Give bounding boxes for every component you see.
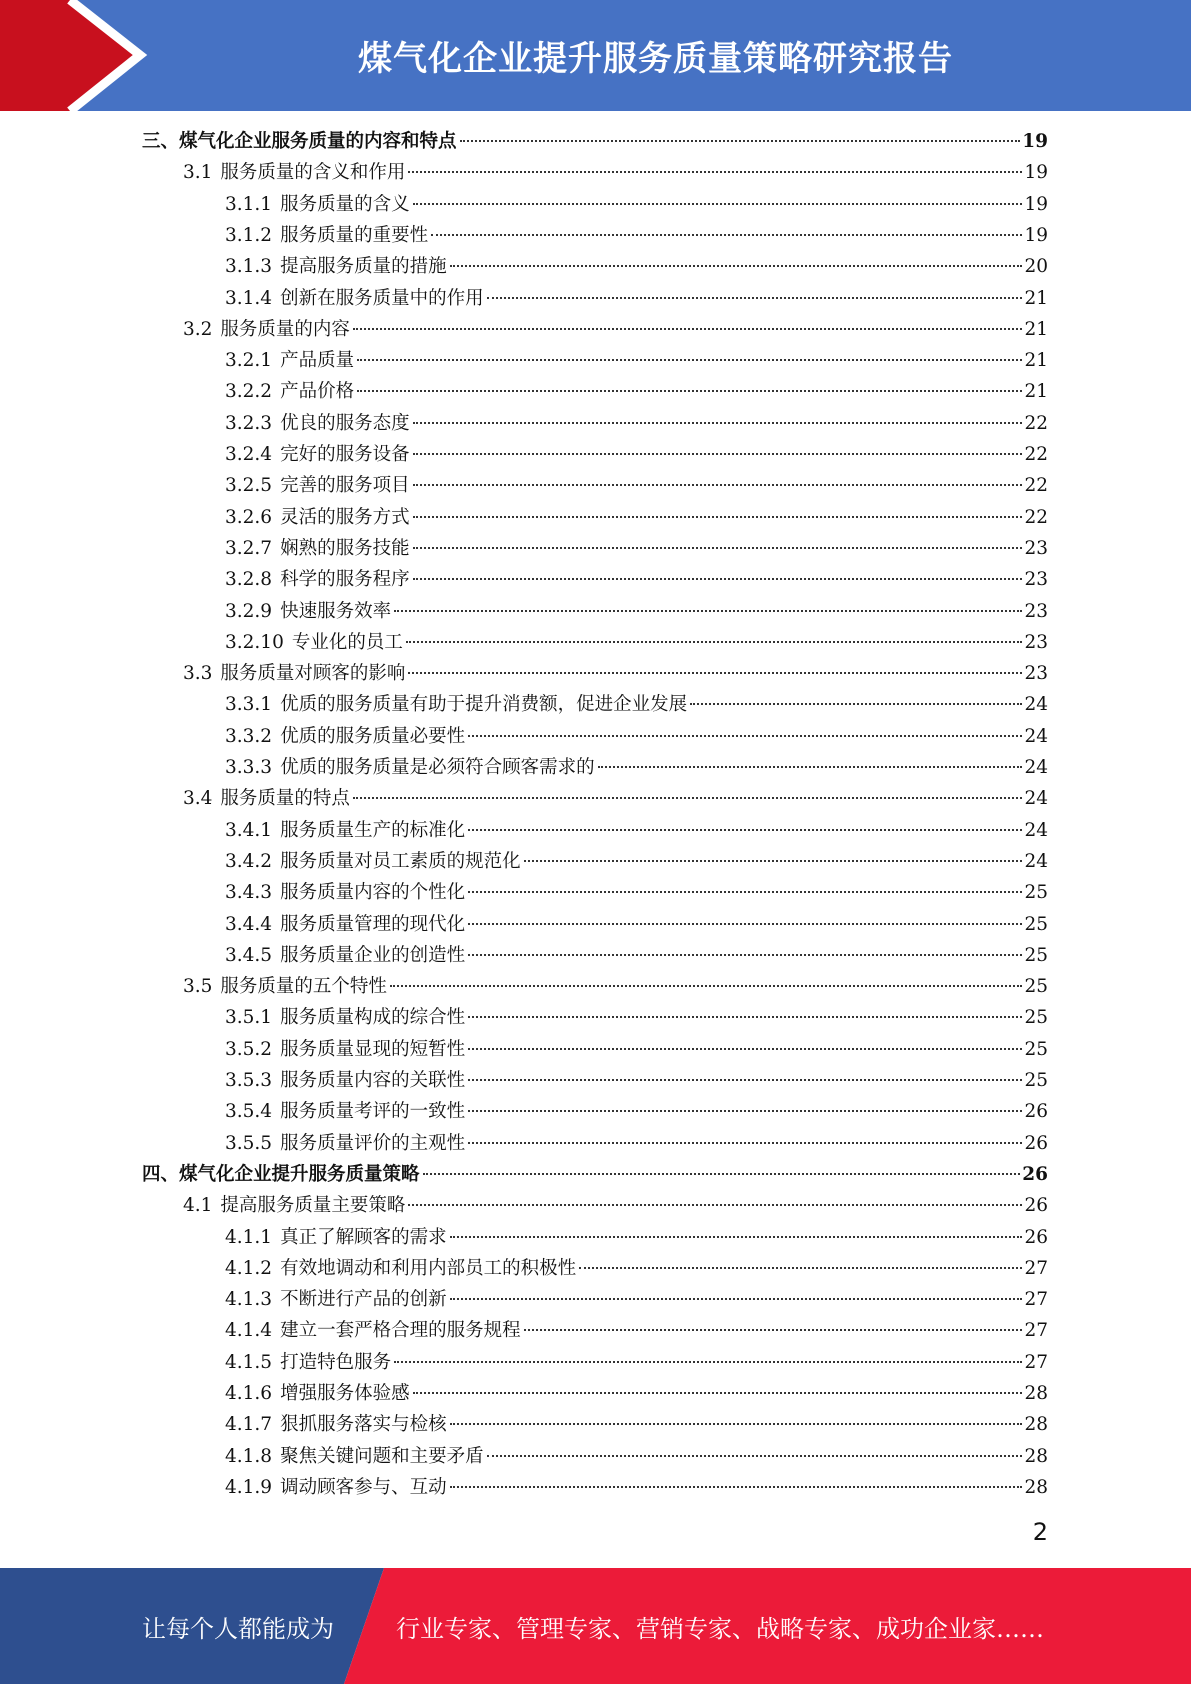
toc-entry[interactable] bbox=[225, 502, 1048, 533]
toc-entry-title bbox=[225, 815, 467, 846]
toc-entry-label: 服务质量评价的主观性 bbox=[280, 1132, 466, 1154]
toc-entry[interactable] bbox=[225, 564, 1048, 595]
toc-entry-title bbox=[142, 1159, 422, 1190]
toc-entry-number: 4.1 bbox=[183, 1195, 213, 1217]
toc-entry-page: 25 bbox=[1024, 882, 1048, 904]
toc-entry-number: 3.5 bbox=[183, 976, 213, 998]
toc-entry-label: 服务质量生产的标准化 bbox=[280, 819, 466, 841]
toc-dot-leader bbox=[357, 359, 1022, 361]
toc-entry-page: 25 bbox=[1024, 944, 1048, 966]
toc-dot-leader bbox=[579, 1267, 1022, 1269]
toc-entry-number: 3.5.1 bbox=[225, 1007, 273, 1029]
toc-entry-label: 服务质量的特点 bbox=[220, 788, 350, 810]
toc-dot-leader bbox=[394, 1361, 1022, 1363]
toc-entry[interactable] bbox=[225, 1096, 1048, 1127]
toc-entry-label: 完好的服务设备 bbox=[280, 444, 410, 465]
toc-entry-title bbox=[225, 470, 412, 501]
toc-entry-number: 3.4.5 bbox=[225, 944, 273, 966]
toc-entry[interactable] bbox=[225, 220, 1048, 251]
toc-entry-title bbox=[225, 345, 356, 376]
toc-entry[interactable] bbox=[225, 439, 1048, 470]
toc-entry-page: 21 bbox=[1024, 350, 1048, 372]
toc-entry-number: 3.2.10 bbox=[225, 631, 284, 653]
toc-entry-title bbox=[225, 689, 689, 720]
toc-dot-leader bbox=[353, 797, 1023, 799]
toc-entry-label: 产品质量 bbox=[280, 350, 355, 372]
toc-entry-label: 三、煤气化企业服务质量的内容和特点 bbox=[142, 131, 457, 152]
toc-entry-page: 22 bbox=[1024, 475, 1048, 497]
toc-entry-title bbox=[225, 1347, 393, 1378]
toc-entry-title bbox=[225, 564, 412, 595]
toc-entry-title bbox=[225, 220, 430, 251]
toc-dot-leader bbox=[413, 203, 1023, 205]
toc-dot-leader bbox=[468, 891, 1022, 893]
toc-entry-title bbox=[225, 940, 467, 971]
toc-entry-label: 快速服务效率 bbox=[280, 600, 392, 622]
toc-entry-label: 灵活的服务方式 bbox=[280, 506, 410, 528]
toc-entry-label: 服务质量对员工素质的规范化 bbox=[280, 850, 521, 872]
toc-entry-page: 26 bbox=[1024, 1101, 1048, 1123]
toc-entry-label: 调动顾客参与、互动 bbox=[280, 1476, 447, 1498]
toc-entry-number: 3.3 bbox=[183, 663, 213, 685]
toc-entry-title bbox=[225, 502, 412, 533]
toc-entry-label: 服务质量的含义 bbox=[280, 193, 410, 215]
toc-dot-leader bbox=[413, 453, 1023, 455]
toc-entry-number: 4.1.5 bbox=[225, 1351, 273, 1373]
toc-entry-label: 真正了解顾客的需求 bbox=[280, 1226, 447, 1248]
toc-entry-title bbox=[142, 126, 459, 157]
toc-entry-page: 24 bbox=[1024, 819, 1048, 841]
toc-entry-label: 打造特色服务 bbox=[280, 1351, 392, 1373]
toc-entry-number: 4.1.3 bbox=[225, 1289, 273, 1311]
toc-dot-leader bbox=[390, 985, 1023, 987]
toc-dot-leader bbox=[353, 328, 1023, 330]
toc-entry-title bbox=[225, 439, 412, 470]
toc-entry[interactable] bbox=[225, 909, 1048, 940]
toc-entry-title bbox=[225, 909, 467, 940]
toc-dot-leader bbox=[460, 140, 1021, 142]
toc-entry-number: 3.5.5 bbox=[225, 1132, 273, 1154]
toc-entry[interactable] bbox=[225, 408, 1048, 439]
toc-entry[interactable] bbox=[225, 627, 1048, 658]
toc-entry-page: 26 bbox=[1024, 1195, 1048, 1217]
toc-entry[interactable] bbox=[225, 721, 1048, 752]
toc-entry-number: 3.1 bbox=[183, 162, 213, 184]
toc-entry[interactable] bbox=[183, 783, 1048, 814]
toc-entry-label: 有效地调动和利用内部员工的积极性 bbox=[280, 1257, 577, 1279]
toc-dot-leader bbox=[450, 265, 1023, 267]
toc-entry-title bbox=[183, 783, 352, 814]
toc-entry-number: 3.5.3 bbox=[225, 1070, 273, 1091]
toc-entry-number: 3.3.1 bbox=[225, 694, 273, 716]
footer-banner bbox=[0, 1568, 1191, 1684]
toc-entry[interactable] bbox=[225, 533, 1048, 564]
toc-entry[interactable] bbox=[225, 846, 1048, 877]
toc-entry-page: 19 bbox=[1024, 193, 1048, 215]
toc-entry-label: 科学的服务程序 bbox=[280, 569, 410, 591]
toc-entry-page: 25 bbox=[1024, 1038, 1048, 1060]
toc-entry[interactable] bbox=[142, 1159, 1048, 1190]
toc-entry-label: 服务质量构成的综合性 bbox=[280, 1007, 466, 1029]
toc-entry[interactable] bbox=[225, 1002, 1048, 1033]
toc-entry-number: 4.1.1 bbox=[225, 1226, 273, 1248]
toc-entry[interactable] bbox=[183, 314, 1048, 345]
toc-entry-page: 19 bbox=[1024, 162, 1048, 184]
toc-entry-label: 服务质量企业的创造性 bbox=[280, 944, 466, 966]
toc-entry-number: 3.3.3 bbox=[225, 757, 273, 778]
toc-entry-number: 3.5.4 bbox=[225, 1101, 273, 1123]
toc-entry-label: 建立一套严格合理的服务规程 bbox=[280, 1320, 521, 1342]
toc-entry-page: 21 bbox=[1024, 318, 1048, 340]
toc-entry-page: 24 bbox=[1024, 694, 1048, 716]
toc-entry-number: 3.2.7 bbox=[225, 537, 273, 559]
toc-entry-page: 28 bbox=[1024, 1476, 1048, 1498]
toc-dot-leader bbox=[450, 1423, 1023, 1425]
toc-entry[interactable] bbox=[225, 345, 1048, 376]
toc-dot-leader bbox=[413, 484, 1023, 486]
toc-entry-page: 23 bbox=[1024, 663, 1048, 685]
toc-entry-page: 26 bbox=[1024, 1132, 1048, 1154]
toc-entry-title bbox=[225, 1222, 449, 1253]
toc-entry-page: 24 bbox=[1024, 788, 1048, 810]
toc-entry-title bbox=[225, 721, 467, 752]
toc-entry-title bbox=[225, 189, 412, 220]
document-title: 煤气化企业提升服务质量策略研究报告 bbox=[358, 39, 953, 79]
toc-entry-title bbox=[225, 533, 412, 564]
toc-entry-label: 四、煤气化企业提升服务质量策略 bbox=[142, 1163, 420, 1185]
header-banner bbox=[0, 0, 1191, 111]
toc-entry[interactable] bbox=[225, 251, 1048, 282]
toc-entry-label: 服务质量内容的个性化 bbox=[280, 882, 466, 904]
toc-entry-title bbox=[225, 376, 356, 407]
toc-dot-leader bbox=[524, 1329, 1023, 1331]
toc-entry-number: 3.4.2 bbox=[225, 850, 273, 872]
toc-entry-page: 23 bbox=[1024, 537, 1048, 559]
toc-entry[interactable] bbox=[225, 1409, 1048, 1440]
toc-entry-title bbox=[225, 1378, 412, 1409]
toc-entry-page: 28 bbox=[1024, 1414, 1048, 1436]
toc-entry-number: 3.2.8 bbox=[225, 569, 273, 591]
toc-entry-page: 27 bbox=[1024, 1257, 1048, 1279]
toc-entry[interactable] bbox=[225, 1284, 1048, 1315]
toc-dot-leader bbox=[413, 547, 1023, 549]
toc-entry-number: 3.3.2 bbox=[225, 725, 273, 747]
toc-entry-label: 不断进行产品的创新 bbox=[280, 1289, 447, 1311]
page-number: 2 bbox=[1032, 1518, 1048, 1546]
toc-entry[interactable] bbox=[183, 658, 1048, 689]
toc-entry[interactable] bbox=[225, 877, 1048, 908]
toc-entry[interactable] bbox=[225, 940, 1048, 971]
toc-entry-title bbox=[225, 283, 486, 314]
toc-entry-number: 4.1.9 bbox=[225, 1476, 273, 1498]
toc-entry-page: 22 bbox=[1024, 506, 1048, 528]
toc-entry-label: 提高服务质量主要策略 bbox=[220, 1195, 406, 1217]
toc-entry-page: 24 bbox=[1024, 757, 1048, 778]
toc-entry-page: 21 bbox=[1024, 287, 1048, 309]
toc-dot-leader bbox=[408, 171, 1022, 173]
chevron-decoration bbox=[0, 0, 160, 111]
toc-entry-page: 27 bbox=[1024, 1289, 1048, 1311]
toc-entry[interactable] bbox=[225, 283, 1048, 314]
toc-entry-label: 提高服务质量的措施 bbox=[280, 256, 447, 278]
toc-entry-title bbox=[183, 1190, 407, 1221]
toc-entry-title bbox=[225, 1441, 486, 1472]
toc-entry[interactable] bbox=[225, 1472, 1048, 1503]
toc-entry-number: 3.2 bbox=[183, 318, 213, 340]
toc-entry-title bbox=[183, 157, 407, 188]
toc-dot-leader bbox=[408, 1204, 1022, 1206]
toc-entry-title bbox=[225, 1034, 467, 1065]
toc-entry-label: 完善的服务项目 bbox=[280, 475, 410, 497]
toc-entry-number: 4.1.2 bbox=[225, 1257, 273, 1279]
toc-entry-label: 聚焦关键问题和主要矛盾 bbox=[280, 1445, 484, 1467]
toc-entry-page: 21 bbox=[1024, 381, 1048, 403]
toc-entry-page: 26 bbox=[1024, 1226, 1048, 1248]
toc-entry-label: 狠抓服务落实与检核 bbox=[280, 1414, 447, 1436]
toc-entry-page: 27 bbox=[1024, 1320, 1048, 1342]
toc-entry[interactable] bbox=[225, 1222, 1048, 1253]
toc-entry-title bbox=[225, 752, 597, 783]
toc-dot-leader bbox=[423, 1173, 1021, 1175]
toc-dot-leader bbox=[450, 1486, 1023, 1488]
toc-entry-label: 优良的服务态度 bbox=[280, 412, 410, 434]
toc-entry-number: 3.4.3 bbox=[225, 882, 273, 904]
toc-entry-number: 3.1.3 bbox=[225, 256, 273, 278]
toc-entry-title bbox=[225, 1472, 449, 1503]
toc-entry-label: 优质的服务质量必要性 bbox=[280, 725, 466, 747]
toc-entry-page: 22 bbox=[1024, 412, 1048, 434]
toc-entry-title bbox=[225, 1253, 578, 1284]
toc-dot-leader bbox=[598, 766, 1023, 768]
toc-entry-title bbox=[225, 1315, 523, 1346]
toc-entry-page: 25 bbox=[1024, 913, 1048, 935]
toc-entry-label: 服务质量考评的一致性 bbox=[280, 1101, 466, 1123]
toc-entry-label: 优质的服务质量有助于提升消费额，促进企业发展 bbox=[280, 694, 688, 716]
toc-entry-number: 4.1.8 bbox=[225, 1445, 273, 1467]
toc-entry-number: 3.1.2 bbox=[225, 224, 273, 246]
toc-entry[interactable] bbox=[225, 1315, 1048, 1346]
toc-entry-number: 3.2.6 bbox=[225, 506, 273, 528]
toc-dot-leader bbox=[468, 1079, 1022, 1081]
red-chevron bbox=[0, 0, 140, 111]
toc-entry-number: 3.2.3 bbox=[225, 412, 273, 434]
toc-entry-title bbox=[225, 1065, 467, 1096]
toc-dot-leader bbox=[468, 1110, 1022, 1112]
toc-entry-page: 28 bbox=[1024, 1445, 1048, 1467]
toc-dot-leader bbox=[413, 578, 1023, 580]
toc-dot-leader bbox=[413, 516, 1023, 518]
toc-entry-label: 专业化的员工 bbox=[291, 631, 403, 653]
toc-dot-leader bbox=[406, 641, 1023, 643]
toc-entry[interactable] bbox=[142, 126, 1048, 157]
toc-entry-title bbox=[225, 408, 412, 439]
toc-entry[interactable] bbox=[225, 1128, 1048, 1159]
toc-entry-title bbox=[225, 1284, 449, 1315]
toc-entry-label: 服务质量对顾客的影响 bbox=[220, 663, 406, 685]
toc-dot-leader bbox=[468, 829, 1022, 831]
toc-entry-label: 娴熟的服务技能 bbox=[280, 537, 410, 559]
toc-dot-leader bbox=[394, 610, 1022, 612]
toc-dot-leader bbox=[468, 923, 1022, 925]
toc-entry-number: 3.5.2 bbox=[225, 1038, 273, 1060]
toc-entry-title bbox=[225, 1002, 467, 1033]
toc-entry-label: 服务质量的重要性 bbox=[280, 224, 429, 246]
toc-entry-number: 3.4.1 bbox=[225, 819, 273, 841]
toc-entry-title bbox=[183, 971, 389, 1002]
toc-entry-page: 24 bbox=[1024, 850, 1048, 872]
toc-entry-page: 20 bbox=[1024, 256, 1048, 278]
toc-entry-title bbox=[225, 846, 523, 877]
toc-entry[interactable] bbox=[225, 1034, 1048, 1065]
toc-entry[interactable] bbox=[225, 1378, 1048, 1409]
toc-dot-leader bbox=[468, 1142, 1022, 1144]
toc-entry-label: 服务质量管理的现代化 bbox=[280, 913, 466, 935]
toc-entry-page: 23 bbox=[1024, 600, 1048, 622]
toc-entry-label: 服务质量显现的短暂性 bbox=[280, 1038, 466, 1060]
toc-dot-leader bbox=[408, 672, 1022, 674]
toc-entry-title bbox=[225, 251, 449, 282]
toc-dot-leader bbox=[468, 954, 1022, 956]
toc-dot-leader bbox=[413, 1392, 1023, 1394]
toc-entry[interactable] bbox=[225, 1065, 1048, 1096]
toc-entry-number: 4.1.4 bbox=[225, 1320, 273, 1342]
toc-entry-number: 3.2.9 bbox=[225, 600, 273, 622]
toc-entry-title bbox=[225, 1096, 467, 1127]
toc-entry-number: 3.1.4 bbox=[225, 287, 273, 309]
toc-entry-number: 3.2.1 bbox=[225, 350, 273, 372]
footer-slogan-right: 行业专家、管理专家、营销专家、战略专家、成功企业家…… bbox=[396, 1614, 1044, 1643]
toc-entry-title bbox=[183, 658, 407, 689]
toc-entry[interactable] bbox=[225, 689, 1048, 720]
toc-entry[interactable] bbox=[225, 470, 1048, 501]
toc-entry-page: 28 bbox=[1024, 1383, 1048, 1404]
toc-entry[interactable] bbox=[225, 1253, 1048, 1284]
toc-entry[interactable] bbox=[225, 376, 1048, 407]
toc-entry-label: 优质的服务质量是必须符合顾客需求的 bbox=[280, 757, 595, 778]
toc-entry[interactable] bbox=[225, 1347, 1048, 1378]
toc-entry-number: 3.4 bbox=[183, 788, 213, 810]
toc-dot-leader bbox=[487, 297, 1023, 299]
toc-entry-title bbox=[225, 877, 467, 908]
toc-entry[interactable] bbox=[183, 971, 1048, 1002]
toc-entry-number: 3.2.4 bbox=[225, 444, 273, 465]
toc-dot-leader bbox=[450, 1298, 1023, 1300]
footer-slogan-left: 让每个人都能成为 bbox=[142, 1614, 334, 1643]
toc-entry-title bbox=[225, 596, 393, 627]
toc-dot-leader bbox=[487, 1455, 1023, 1457]
toc-dot-leader bbox=[431, 234, 1022, 236]
toc-entry-number: 4.1.7 bbox=[225, 1414, 273, 1436]
toc-entry-page: 22 bbox=[1024, 444, 1048, 465]
toc-entry-page: 23 bbox=[1024, 569, 1048, 591]
toc-entry[interactable] bbox=[183, 1190, 1048, 1221]
toc-entry-page: 24 bbox=[1024, 725, 1048, 747]
toc-entry-page: 25 bbox=[1024, 1007, 1048, 1029]
toc-entry-label: 服务质量的五个特性 bbox=[220, 976, 387, 998]
toc-dot-leader bbox=[413, 422, 1023, 424]
toc-entry[interactable] bbox=[183, 157, 1048, 188]
toc-dot-leader bbox=[690, 703, 1022, 705]
toc-entry[interactable] bbox=[225, 189, 1048, 220]
toc-entry[interactable] bbox=[225, 596, 1048, 627]
toc-entry-title bbox=[225, 627, 405, 658]
toc-entry-page: 19 bbox=[1024, 224, 1048, 246]
toc-entry-label: 服务质量的内容 bbox=[220, 318, 350, 340]
toc-entry-label: 服务质量的含义和作用 bbox=[220, 162, 406, 184]
toc-entry-title bbox=[225, 1409, 449, 1440]
toc-entry-title bbox=[225, 1128, 467, 1159]
toc-dot-leader bbox=[468, 735, 1022, 737]
toc-entry-label: 服务质量内容的关联性 bbox=[280, 1070, 466, 1091]
toc-dot-leader bbox=[524, 860, 1023, 862]
toc-entry[interactable] bbox=[225, 752, 1048, 783]
toc-entry[interactable] bbox=[225, 1441, 1048, 1472]
toc-dot-leader bbox=[468, 1016, 1022, 1018]
toc-entry-label: 增强服务体验感 bbox=[280, 1383, 410, 1404]
toc-dot-leader bbox=[450, 1236, 1023, 1238]
toc-entry-page: 25 bbox=[1024, 1070, 1048, 1091]
toc-entry-number: 3.2.5 bbox=[225, 475, 273, 497]
toc-entry-number: 3.1.1 bbox=[225, 193, 273, 215]
toc-entry-number: 3.2.2 bbox=[225, 381, 273, 403]
toc-entry-page: 23 bbox=[1024, 631, 1048, 653]
toc-entry-page: 26 bbox=[1022, 1163, 1048, 1185]
toc-dot-leader bbox=[468, 1048, 1022, 1050]
toc-entry-number: 4.1.6 bbox=[225, 1383, 273, 1404]
toc-dot-leader bbox=[357, 390, 1022, 392]
toc-entry[interactable] bbox=[225, 815, 1048, 846]
toc-entry-page: 25 bbox=[1024, 976, 1048, 998]
toc-entry-label: 产品价格 bbox=[280, 381, 355, 403]
toc-entry-page: 19 bbox=[1022, 131, 1048, 152]
toc-entry-label: 创新在服务质量中的作用 bbox=[280, 287, 484, 309]
toc-entry-number: 3.4.4 bbox=[225, 913, 273, 935]
toc-entry-title bbox=[183, 314, 352, 345]
toc-entry-page: 27 bbox=[1024, 1351, 1048, 1373]
